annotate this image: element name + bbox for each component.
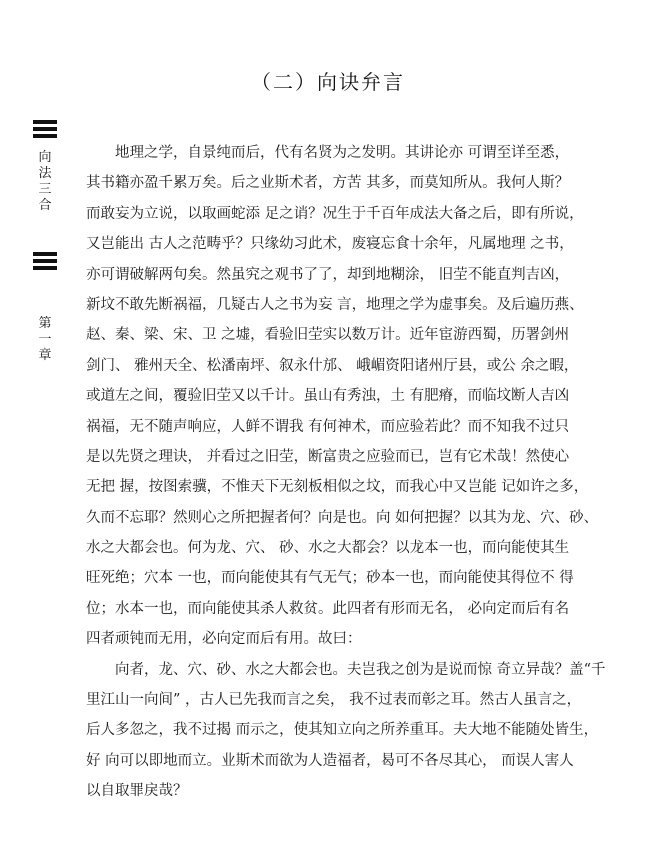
text-line: 后人多忽之，我不过揭 而示之，使其知立向之所养重耳。夫大地不能随处皆生， [86, 722, 599, 739]
body-text [86, 138, 611, 807]
text-line: 向者，龙、穴、砂、水之大都会也。夫岂我之创为是说而惊 奇立异哉？盖“千 [86, 661, 606, 678]
chapter-marker-icon [33, 252, 57, 273]
text-line: 以自取罪戾哉？ [86, 783, 188, 800]
text-line: 或道左之间，覆验旧茔又以千计。虽山有秀浊，土 有肥瘠，而临坟断人吉凶 [86, 388, 570, 405]
text-line: 其书籍亦盈千累万矣。后之业斯术者，方苦 其多，而莫知所从。我何人斯？ [86, 175, 570, 192]
section-name-vertical [33, 150, 57, 214]
chapter-char: 章 [38, 348, 52, 363]
section-marker-icon [33, 120, 57, 141]
chapter-char: 第 [38, 316, 52, 331]
text-line: 旺死绝；穴本 一也，而向能使其有气无气；砂本一也，而向能使其得位不 得 [86, 570, 574, 587]
section-char: 三 [38, 182, 52, 197]
section-char: 法 [38, 166, 52, 181]
text-line: 好 向可以即地而立。业斯术而欲为人造福者，曷可不各尽其心， 而误人害人 [86, 752, 574, 769]
text-line: 位；水本一也，而向能使其杀人救贫。此四者有形而无名， 必向定而后有名 [86, 600, 570, 617]
text-line: 新坟不敢先断祸福，几疑古人之书为妄 言，地理之学为虚事矣。及后遍历燕、 [86, 296, 584, 313]
text-line: 里江山一向间” ，古人已先我而言之矣， 我不过表而彰之耳。然古人虽言之， [86, 692, 582, 709]
text-line: 四者顽钝而无用，必向定而后有用。故曰： [86, 631, 362, 648]
text-line: 而敢妄为立说，以取画蛇添 足之诮？况生于千百年成法大备之后，即有所说， [86, 205, 584, 222]
section-char: 向 [38, 150, 52, 165]
section-char: 合 [38, 198, 52, 213]
text-line: 久而不忘耶？然则心之所把握者何？向是也。向 如何把握？以其为龙、穴、砂、 [86, 509, 599, 526]
text-line: 又岂能出 古人之范畴乎？只缘幼习此术，废寝忘食十余年，凡属地理 之书， [86, 236, 574, 253]
text-line: 地理之学，自景纯而后，代有名贤为之发明。其讲论亦 可谓至详至悉， [86, 145, 570, 161]
text-line: 亦可谓破解两句矣。然虽究之观书了了，却到地糊涂， 旧茔不能直判吉凶， [86, 266, 570, 283]
section-title: （二）向诀弁言 [251, 70, 405, 94]
text-line: 赵、秦、梁、宋、卫 之墟，看验旧茔实以数万计。近年宦游西蜀，历署剑州 [86, 327, 570, 344]
text-line: 祸福，无不随声响应，人鲜不谓我 有何神术，而应验若此？而不知我不过只 [86, 418, 570, 435]
chapter-char: 一 [38, 332, 52, 347]
chapter-name-vertical [33, 316, 57, 364]
text-line: 剑门、 雅州天全、松潘南坪、叙永什邡、 峨嵋资阳诸州厅县，或公 余之暇， [86, 357, 579, 374]
text-line: 是以先贤之理诀， 并看过之旧茔，断富贵之应验而已，岂有它术哉！然使心 [86, 448, 570, 465]
text-line: 水之大都会也。何为龙、穴、 砂、水之大都会？以龙本一也，而向能使其生 [86, 540, 570, 557]
text-line: 无把 握，按图索骥，不惟天下无刻板相似之坟，而我心中又岂能 记如许之多， [86, 479, 589, 496]
